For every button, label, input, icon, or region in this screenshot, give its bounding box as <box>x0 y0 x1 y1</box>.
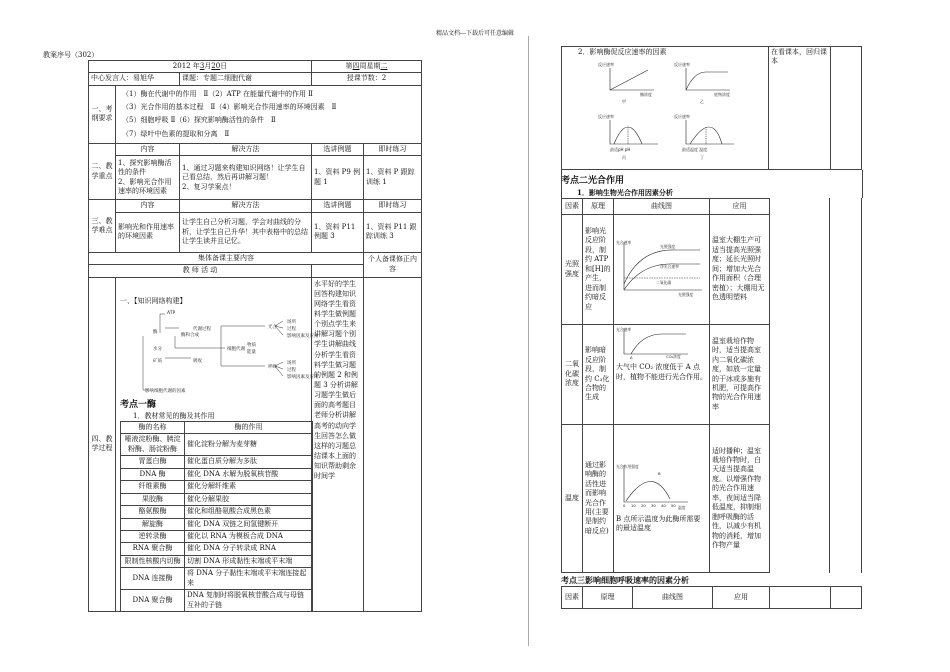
enzyme-row <box>121 456 313 468</box>
enzyme-name: DNA 酶 <box>121 468 185 480</box>
goal-item: （5）细胞呼吸 Ⅱ（6）探究影响酶活性的条件 Ⅱ <box>122 116 276 125</box>
c1-label-b: 净光合速率 <box>660 263 679 269</box>
c3-tick: 30 <box>651 503 656 509</box>
net-metab: 细胞代谢 <box>227 347 245 352</box>
head-instant: 即时练习 <box>364 200 422 212</box>
resp-factor-head: 因素 <box>562 587 583 609</box>
review-note: 在看课本，回归课本 <box>769 47 831 170</box>
enzyme-name: 酪氨酸酶 <box>121 506 185 518</box>
enzyme-name: DNA 连接酶 <box>121 568 185 590</box>
application-temp: 适时播种；温室栽培作物时，白天适当提高温度。以增强作物的光合作用速率，夜间适当降低温度，抑制细胞呼吸酶的活性，以减少有机物的消耗，增加作物产量 <box>710 425 770 573</box>
hours-cell: 授课节数：2 <box>312 73 422 85</box>
curve-caption: 丙 <box>622 155 626 160</box>
enzyme-function: 催化分解果胶 <box>185 493 313 505</box>
date-cell: 2012 年3月20日 <box>89 61 312 73</box>
optimum-marks <box>628 127 706 144</box>
goals-content <box>116 85 422 143</box>
enzyme-name: 解旋酶 <box>121 518 185 530</box>
resp-application-head: 应用 <box>713 587 770 609</box>
c2-xlabel: CO₂浓度 <box>666 354 681 359</box>
net-out1: 场所 <box>287 320 296 325</box>
net-ex2: 能量 <box>247 350 256 355</box>
goal-item: （3）光合作用的基本过程 Ⅱ（4）影响光合作用速率的环境因素 Ⅱ <box>122 103 337 112</box>
process-label: 四、教学过程 <box>89 277 116 611</box>
curve-light <box>614 215 710 325</box>
enzyme-name: 限制性核酸内切酶 <box>121 555 185 567</box>
key-instant: 1、资料 P 跟踪训练 1 <box>364 156 422 200</box>
curve-x-label: 最适温度 温度 <box>682 147 708 152</box>
enzyme-function: 催化和组酪氨酸合成黑色素 <box>185 506 313 518</box>
kp3-title: 考点三影响细胞呼吸速率的因素分析 <box>561 575 689 585</box>
curve-y-label: 反应速率 <box>674 114 690 119</box>
application-light: 温室大棚生产可适当提高光照强度；延长光照时间；增加大光合作用面积（合理密植）；大棚用无色透明塑料 <box>710 215 770 325</box>
net-mineral: 矿质 <box>153 359 162 364</box>
curve-caption: 乙 <box>700 99 704 104</box>
axes-bing <box>610 120 658 144</box>
goal-item: （7）绿叶中色素的提取和分离 Ⅱ <box>122 129 230 138</box>
light-intensity-curve <box>616 238 706 298</box>
head-content: 内容 <box>116 200 180 212</box>
curve-x-label: 最适pH pH <box>610 147 631 152</box>
net-out5: 过程 <box>287 368 296 373</box>
key-label: 二、教学重点 <box>89 143 116 199</box>
factor-light: 光照强度 <box>562 215 583 325</box>
principle-head: 原理 <box>583 199 614 215</box>
c2-ylabel: 光合速率 <box>616 327 632 332</box>
enzyme-row <box>121 481 313 493</box>
enzyme-function: 催化分解纤维素 <box>185 481 313 493</box>
curve-x-label: 底物浓度 <box>714 92 730 97</box>
c3-tick: 50 <box>671 503 676 509</box>
factor-head: 因素 <box>562 199 583 215</box>
difficulty-label: 三、教学难点 <box>89 200 116 252</box>
net-out3: 影响因素及应用 <box>287 334 319 339</box>
axes-ding <box>686 120 734 144</box>
enzyme-table <box>120 421 313 612</box>
difficulty-instant: 1、资料 P11 跟踪训练 3 <box>364 212 422 252</box>
c3-tick: 20 <box>641 503 646 509</box>
enzyme-name: DNA 聚合酶 <box>121 590 185 612</box>
curve-co2 <box>614 325 710 425</box>
net-water: 水分 <box>153 347 162 352</box>
enzyme-function: 催化蛋白质分解为多肽 <box>185 456 313 468</box>
temp-note: B 点所示温度为此酶所需要的最适温度 <box>616 514 701 533</box>
header-note: 精品文档---下载后可任意编辑 <box>435 30 515 37</box>
principle-co2: 影响暗反应阶段，制约 C₃化合物的生成 <box>583 325 614 425</box>
net-out2: 过程 <box>287 327 296 332</box>
week-cell: 第四周星期二 <box>312 61 422 73</box>
c2-curve <box>631 334 686 354</box>
curve-y-label: 反应速率 <box>598 114 614 119</box>
c3-point: B <box>658 471 661 477</box>
net-atp: ATP <box>167 311 176 316</box>
c3-ylabel: 光合作用强度 <box>616 464 639 470</box>
temperature-curve <box>616 463 694 511</box>
net-out4: 场所 <box>287 361 296 366</box>
enzyme-function: 催化淀粉分解为麦芽糖 <box>185 434 313 456</box>
enzyme-row <box>121 506 313 518</box>
teacher-activity: 教 师 活 动 <box>89 265 312 277</box>
key-content: 1、探究影响酶活性的条件 2、影响光合作用速率的环境因素 <box>116 156 180 200</box>
enzyme-row <box>121 434 313 456</box>
student-notes: 水平好的学生回答构建知识网络学生看资料学生做例题个别点学生来讲解习题个别学生讲解曲线分析学生看资料学生做习题的例题 2 和例题 3 分析讲解习题学生做后面的高考题目老师分析讲解高考的动向学生回答怎么做这样的习题总结课本上面的知识帮助剩余时间学 <box>312 277 364 611</box>
enzyme-head-role: 酶的作用 <box>185 422 313 434</box>
curve-y-label: 反应速率 <box>598 62 614 67</box>
difficulty-method: 让学生自己分析习题，学会对曲线的分析，让学生自己升华！其中表格中的总结让学生读并且记忆。 <box>180 212 312 252</box>
curve-caption: 甲 <box>622 99 626 104</box>
enzyme-name: 果胶酶 <box>121 493 185 505</box>
head-method: 解决方法 <box>180 143 312 155</box>
personal-prep: 个人备课修正内容 <box>364 252 422 277</box>
network-lines <box>143 314 283 390</box>
enzyme-function: 催化以 RNA 为模板合成 DNA <box>185 530 313 542</box>
head-exercise: 选讲例题 <box>312 200 364 212</box>
co2-curve <box>616 326 692 360</box>
prep-title: 集体备课主要内容 <box>89 252 364 264</box>
photosynthesis-factors-table <box>561 198 770 573</box>
curve-y-label: 反应速率 <box>674 62 690 67</box>
enzyme-row <box>121 530 313 542</box>
curve-x-label: 酶浓度 <box>640 92 652 97</box>
enzyme-function: 将 DNA 分子黏性末端或平末端连接起来 <box>185 568 313 590</box>
net-factor: 影响细胞代谢的因素 <box>145 389 186 394</box>
c3-tick: 0 <box>623 503 626 509</box>
net-enzyme: 酶 <box>153 330 158 335</box>
c1-label-a: 光照强度 <box>660 243 676 249</box>
knowledge-network-diagram <box>135 306 325 398</box>
enzyme-function: 催化 DNA 分子转录成 RNA <box>185 543 313 555</box>
application-co2: 温室栽培作物时，适当提高室内二氧化碳浓度，如放一定量的干冰或多施有机肥，可提高作物的光合作用速率 <box>710 325 770 425</box>
c3-tick: 40 <box>661 503 666 509</box>
right-margin-columns <box>769 198 862 573</box>
net-out6: 影响因素及应用 <box>287 375 319 380</box>
curve-yi <box>686 72 728 90</box>
net-resp: 呼吸 <box>268 365 277 370</box>
kp2-title: 考点二光合作用 <box>561 176 625 186</box>
curve-jia <box>610 70 648 90</box>
enzyme-name: 胃蛋白酶 <box>121 456 185 468</box>
enzyme-name: RNA 聚合酶 <box>121 543 185 555</box>
c2-point: A <box>630 355 633 360</box>
net-light: 光合 <box>268 325 277 330</box>
kp1-subtitle: 1．教材常见的酶及其作用 <box>133 412 215 420</box>
goal-item: （1）酶在代谢中的作用 Ⅱ（2）ATP 在能量代谢中的作用 Ⅱ <box>122 89 313 98</box>
curve-head: 曲线图 <box>614 199 710 215</box>
enzyme-row <box>121 468 313 480</box>
network-title: 一、【知识网络构建】 <box>120 297 187 305</box>
goals-label: 一、考纲要求 <box>89 85 116 143</box>
curve-temp <box>614 425 710 573</box>
c1-xlabel: 光照强度 <box>678 291 694 297</box>
topic-cell: 课题：专题二细胞代谢 <box>180 73 312 85</box>
c3-curve <box>626 482 670 502</box>
enzyme-rate-curves <box>596 60 756 166</box>
enzyme-name: 逆转录酶 <box>121 530 185 542</box>
factor-temp: 温度 <box>562 425 583 573</box>
head-instant: 即时练习 <box>364 143 422 155</box>
enzyme-row <box>121 518 313 530</box>
c1-ylabel: 光合速率 <box>616 239 632 245</box>
resp-curve-head: 曲线图 <box>633 587 713 609</box>
enzyme-row <box>121 568 313 590</box>
enzyme-rate-title: 2．影响酶促反应速率的因素 <box>578 48 667 56</box>
head-content: 内容 <box>116 143 180 155</box>
enzyme-row <box>121 543 313 555</box>
head-method: 解决方法 <box>180 200 312 212</box>
plan-number: 教案序号（302） <box>43 51 99 59</box>
application-head: 应用 <box>710 199 770 215</box>
enzyme-head-name: 酶的名称 <box>121 422 185 434</box>
enzyme-row <box>121 493 313 505</box>
principle-light: 影响光反应阶段，制约 ATP 和[H]的产生，进而制约暗反应 <box>583 215 614 325</box>
enzyme-row <box>121 555 313 567</box>
enzyme-function: 催化 DNA 双链之间氢键断开 <box>185 518 313 530</box>
enzyme-function: DNA 复制时将脱氧核苷酸合成与母链互补的子链 <box>185 590 313 612</box>
key-exercise: 1、资料 P9 例题 1 <box>312 156 364 200</box>
c1-label-c: 二氧化碳 <box>656 279 672 285</box>
net-ex1: 物质 <box>247 343 256 348</box>
curve-caption: 丁 <box>700 155 704 160</box>
c3-axes <box>624 465 688 502</box>
enzyme-row <box>121 590 313 612</box>
speaker-cell: 中心发言人：易旭华 <box>89 73 180 85</box>
net-syn: 酶和合成 <box>181 333 199 338</box>
kp2-frame <box>561 170 863 198</box>
column-divider <box>528 36 529 646</box>
factor-co2: 二氧化碳浓度 <box>562 325 583 425</box>
co2-note: 大气中 CO₂ 浓度低于 A 点时，植物不能进行光合作用。 <box>616 363 707 381</box>
key-method: 1、通过习题来构建知识网络！让学生自己看总结，然后再讲解习题！ 2、复习学案点！ <box>180 156 312 200</box>
kp1-title: 考点一酶 <box>120 400 157 410</box>
enzyme-function: 切割 DNA 形成黏性末端或平末端 <box>185 555 313 567</box>
resp-principle-head: 原理 <box>583 587 633 609</box>
net-path: 代谢过程 <box>193 327 211 332</box>
enzyme-function: 催化 DNA 水解为脱氧核苷酸 <box>185 468 313 480</box>
enzyme-name: 纤维素酶 <box>121 481 185 493</box>
kp2-subtitle: 1．影响生物光合作用因素分析 <box>577 188 673 197</box>
respiration-factors-table <box>561 586 862 609</box>
principle-temp: 通过影响酶的活性进而影响光合作用(主要是制约暗反应) <box>583 425 614 573</box>
enzyme-name: 唾液淀粉酶、胰淀粉酶、肠淀粉酶 <box>121 434 185 456</box>
net-abs: 吸收 <box>193 359 202 364</box>
difficulty-content: 影响光和作用速率的环境因素 <box>116 212 180 252</box>
c3-tick: 10 <box>631 503 636 509</box>
c3-xlabel: 温度 <box>678 505 686 511</box>
difficulty-exercise: 1、资料 P11 例题 3 <box>312 212 364 252</box>
head-exercise: 选讲例题 <box>312 143 364 155</box>
